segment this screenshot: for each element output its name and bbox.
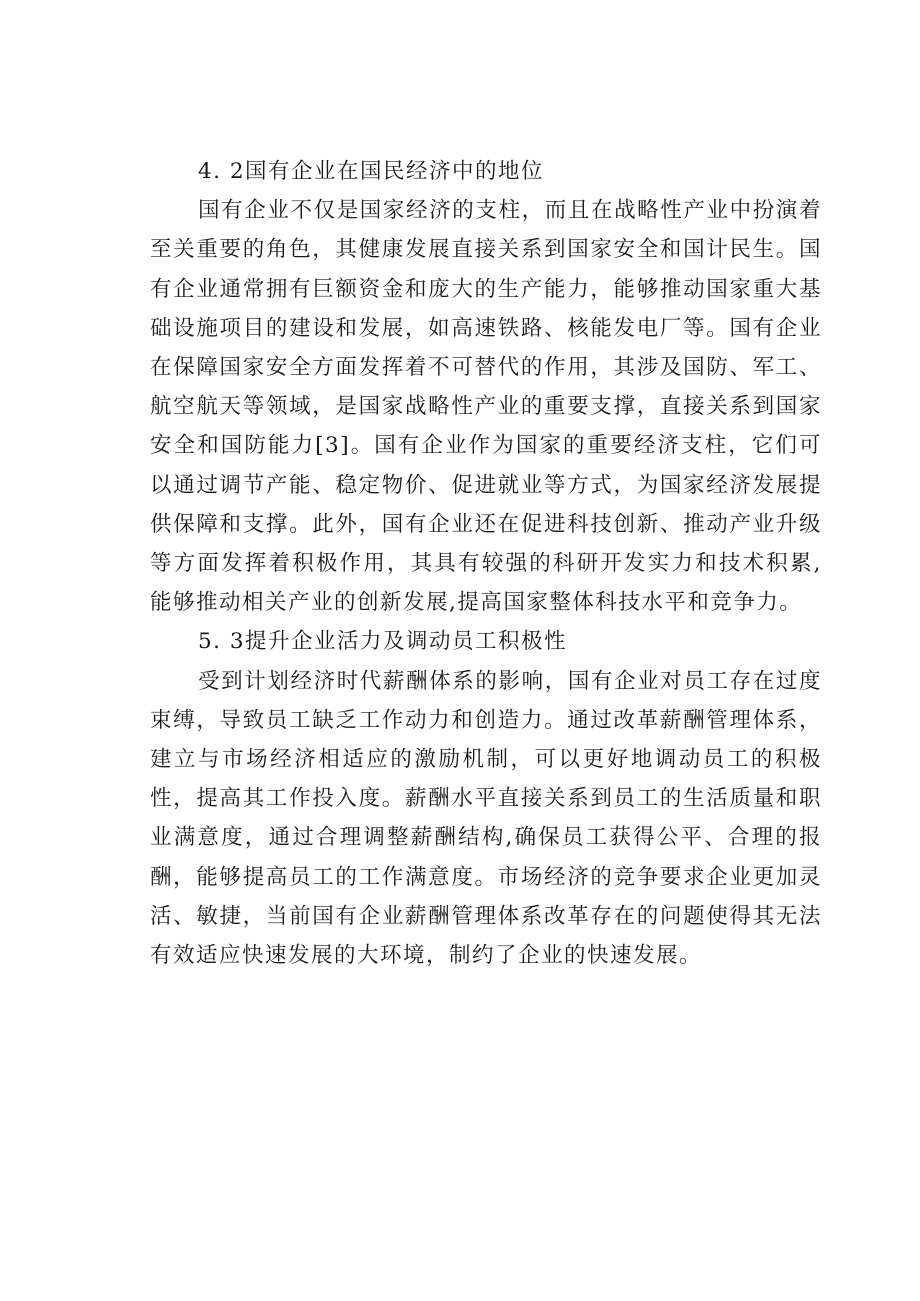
section-paragraph-4-2: 国有企业不仅是国家经济的支柱，而且在战略性产业中扮演着至关重要的角色，其健康发展直接关系到国家安全和国计民生。国有企业通常拥有巨额资金和庞大的生产能力，能够推动国家重大基础设施项目的建设和发展，如高速铁路、核能发电厂等。国有企业在保障国家安全方面发挥着不可替代的作用，其涉及国防、军工、航空航天等领域，是国家战略性产业的重要支撑，直接关系到国家安全和国防能力[3]。国有企业作为国家的重要经济支柱，它们可以通过调节产能、稳定物价、促进就业等方式，为国家经济发展提供保障和支撑。此外，国有企业还在促进科技创新、推动产业升级等方面发挥着积极作用，其具有较强的科研开发实力和技术积累,能够推动相关产业的创新发展,提高国家整体科技水平和竞争力。 [150,198,822,616]
section-paragraph-5-3: 受到计划经济时代薪酬体系的影响，国有企业对员工存在过度束缚，导致员工缺乏工作动力和创造力。通过改革薪酬管理体系，建立与市场经济相适应的激励机制，可以更好地调动员工的积极性，提高其工作投入度。薪酬水平直接关系到员工的生活质量和职业满意度，通过合理调整薪酬结构,确保员工获得公平、合理的报酬，能够提高员工的工作满意度。市场经济的竞争要求企业更加灵活、敏捷，当前国有企业薪酬管理体系改革存在的问题使得其无法有效适应快速发展的大环境，制约了企业的快速发展。 [150,668,822,969]
section-heading-4-2: 4. 2国有企业在国民经济中的地位 [198,159,545,184]
document-body [150,152,822,975]
section-heading-5-3: 5. 3提升企业活力及调动员工积极性 [198,629,568,655]
